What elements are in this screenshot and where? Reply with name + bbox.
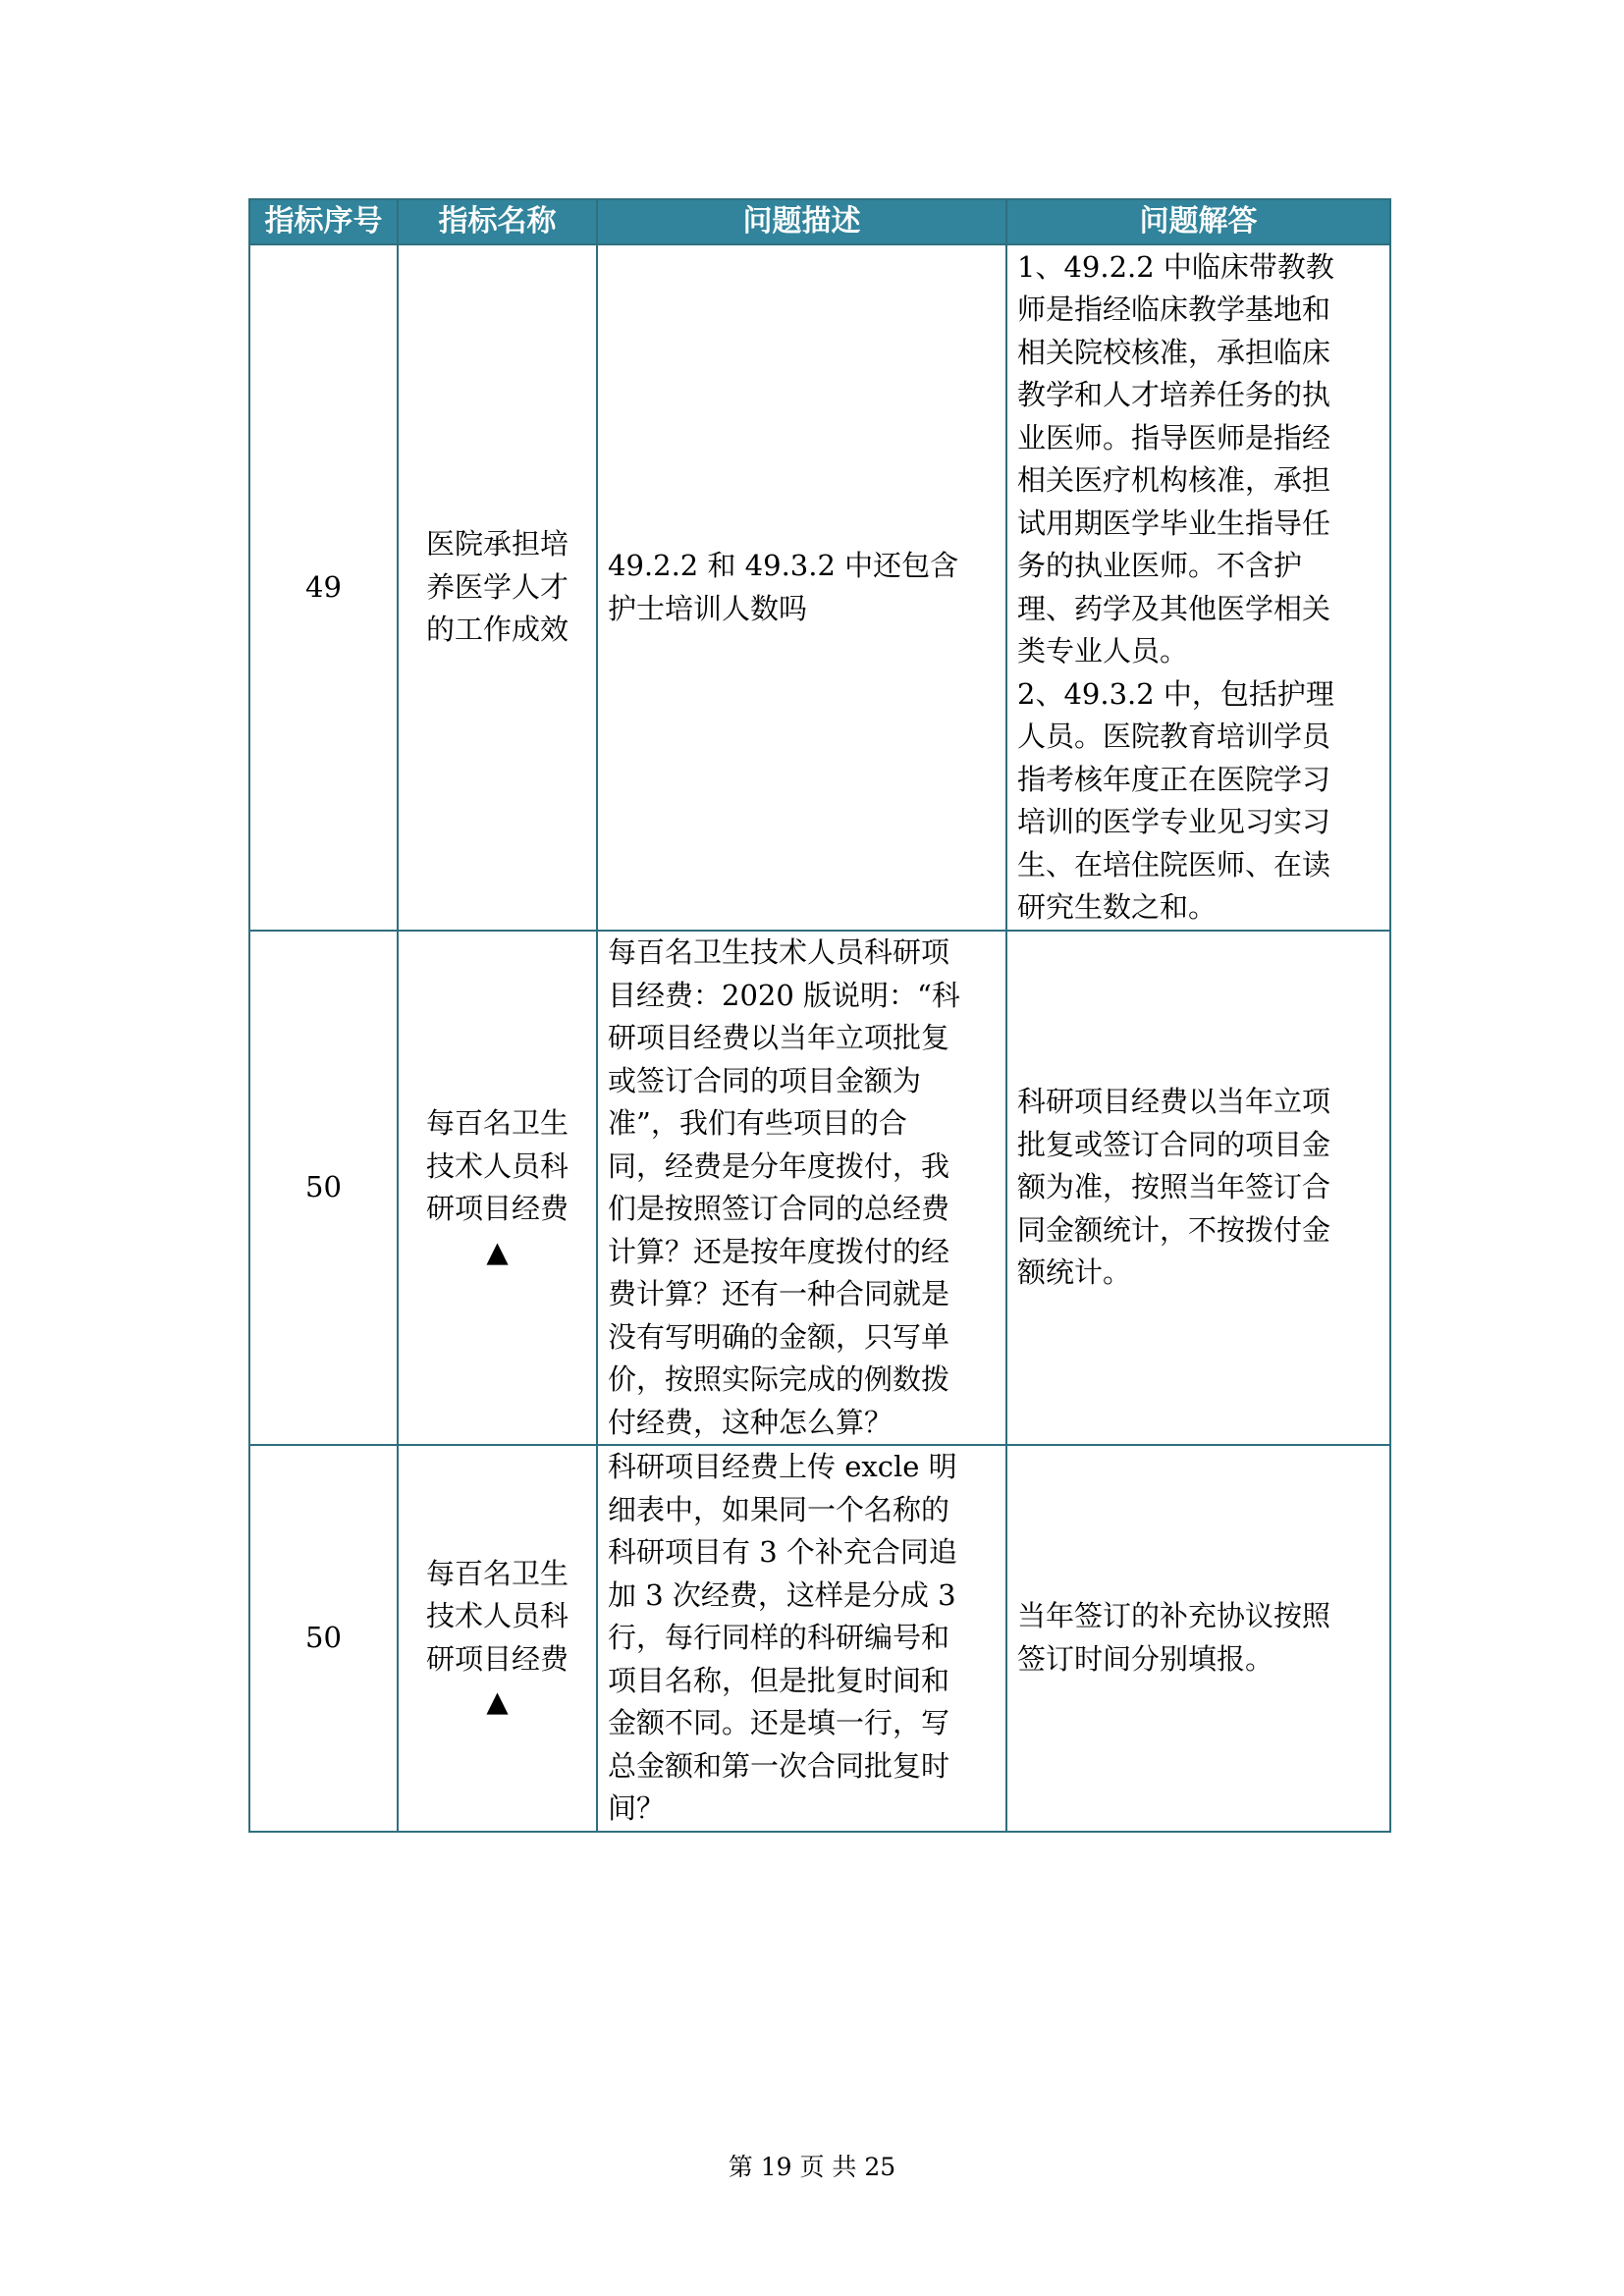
- table-row: [249, 244, 1390, 931]
- row-indicator-name: 每百名卫生 技术人员科 研项目经费 ▲: [398, 1445, 597, 1832]
- row-question: 科研项目经费上传 excle 明 细表中，如果同一个名称的 科研项目有 3 个补充合同追 加 3 次经费，这样是分成 3 行，每行同样的科研编号和 项目名称，但是批复时间和 金额不同。还是填一行，写 总金额和第一次合同批复时 间？: [597, 1445, 1006, 1832]
- row-index: 50: [249, 1445, 398, 1832]
- page-number: 第 19 页 共 25: [728, 2153, 896, 2181]
- header-name: 指标名称: [398, 199, 597, 244]
- row-index: 49: [249, 244, 398, 931]
- row-question: 每百名卫生技术人员科研项 目经费：2020 版说明：“科 研项目经费以当年立项批复 或签订合同的项目金额为 准”，我们有些项目的合 同，经费是分年度拨付，我 们是按照签订合同的总经费 计算？还是按年度拨付的经 费计算？还有一种合同就是 没有写明确的金额，只写单 价，按照实际完成的例数拨 付经费，这种怎么算？: [597, 931, 1006, 1445]
- row-indicator-name: 每百名卫生 技术人员科 研项目经费 ▲: [398, 931, 597, 1445]
- header-answer: 问题解答: [1006, 199, 1390, 244]
- row-question: 49.2.2 和 49.3.2 中还包含 护士培训人数吗: [597, 244, 1006, 931]
- row-index: 50: [249, 931, 398, 1445]
- table-row: [249, 1445, 1390, 1832]
- qa-table: [248, 198, 1391, 1833]
- row-answer: 科研项目经费以当年立项 批复或签订合同的项目金 额为准，按照当年签订合 同金额统计，不按拨付金 额统计。: [1006, 931, 1390, 1445]
- header-question: 问题描述: [597, 199, 1006, 244]
- row-answer: 当年签订的补充协议按照 签订时间分别填报。: [1006, 1445, 1390, 1832]
- triangle-marker-icon: ▲: [486, 1684, 509, 1719]
- table-row: [249, 931, 1390, 1445]
- row-indicator-name: 医院承担培 养医学人才 的工作成效: [398, 244, 597, 931]
- triangle-marker-icon: ▲: [486, 1234, 509, 1268]
- table-header-row: [249, 199, 1390, 244]
- header-index: 指标序号: [249, 199, 398, 244]
- row-answer: 1、49.2.2 中临床带教教 师是指经临床教学基地和 相关院校核准，承担临床 教学和人才培养任务的执 业医师。指导医师是指经 相关医疗机构核准，承担 试用期医学毕业生指导任 务的执业医师。不含护 理、药学及其他医学相关 类专业人员。 2、49.3.2 中，包括护理 人员。医院教育培训学员 指考核年度正在医院学习 培训的医学专业见习实习 生、在培住院医师、在读 研究生数之和。: [1006, 244, 1390, 931]
